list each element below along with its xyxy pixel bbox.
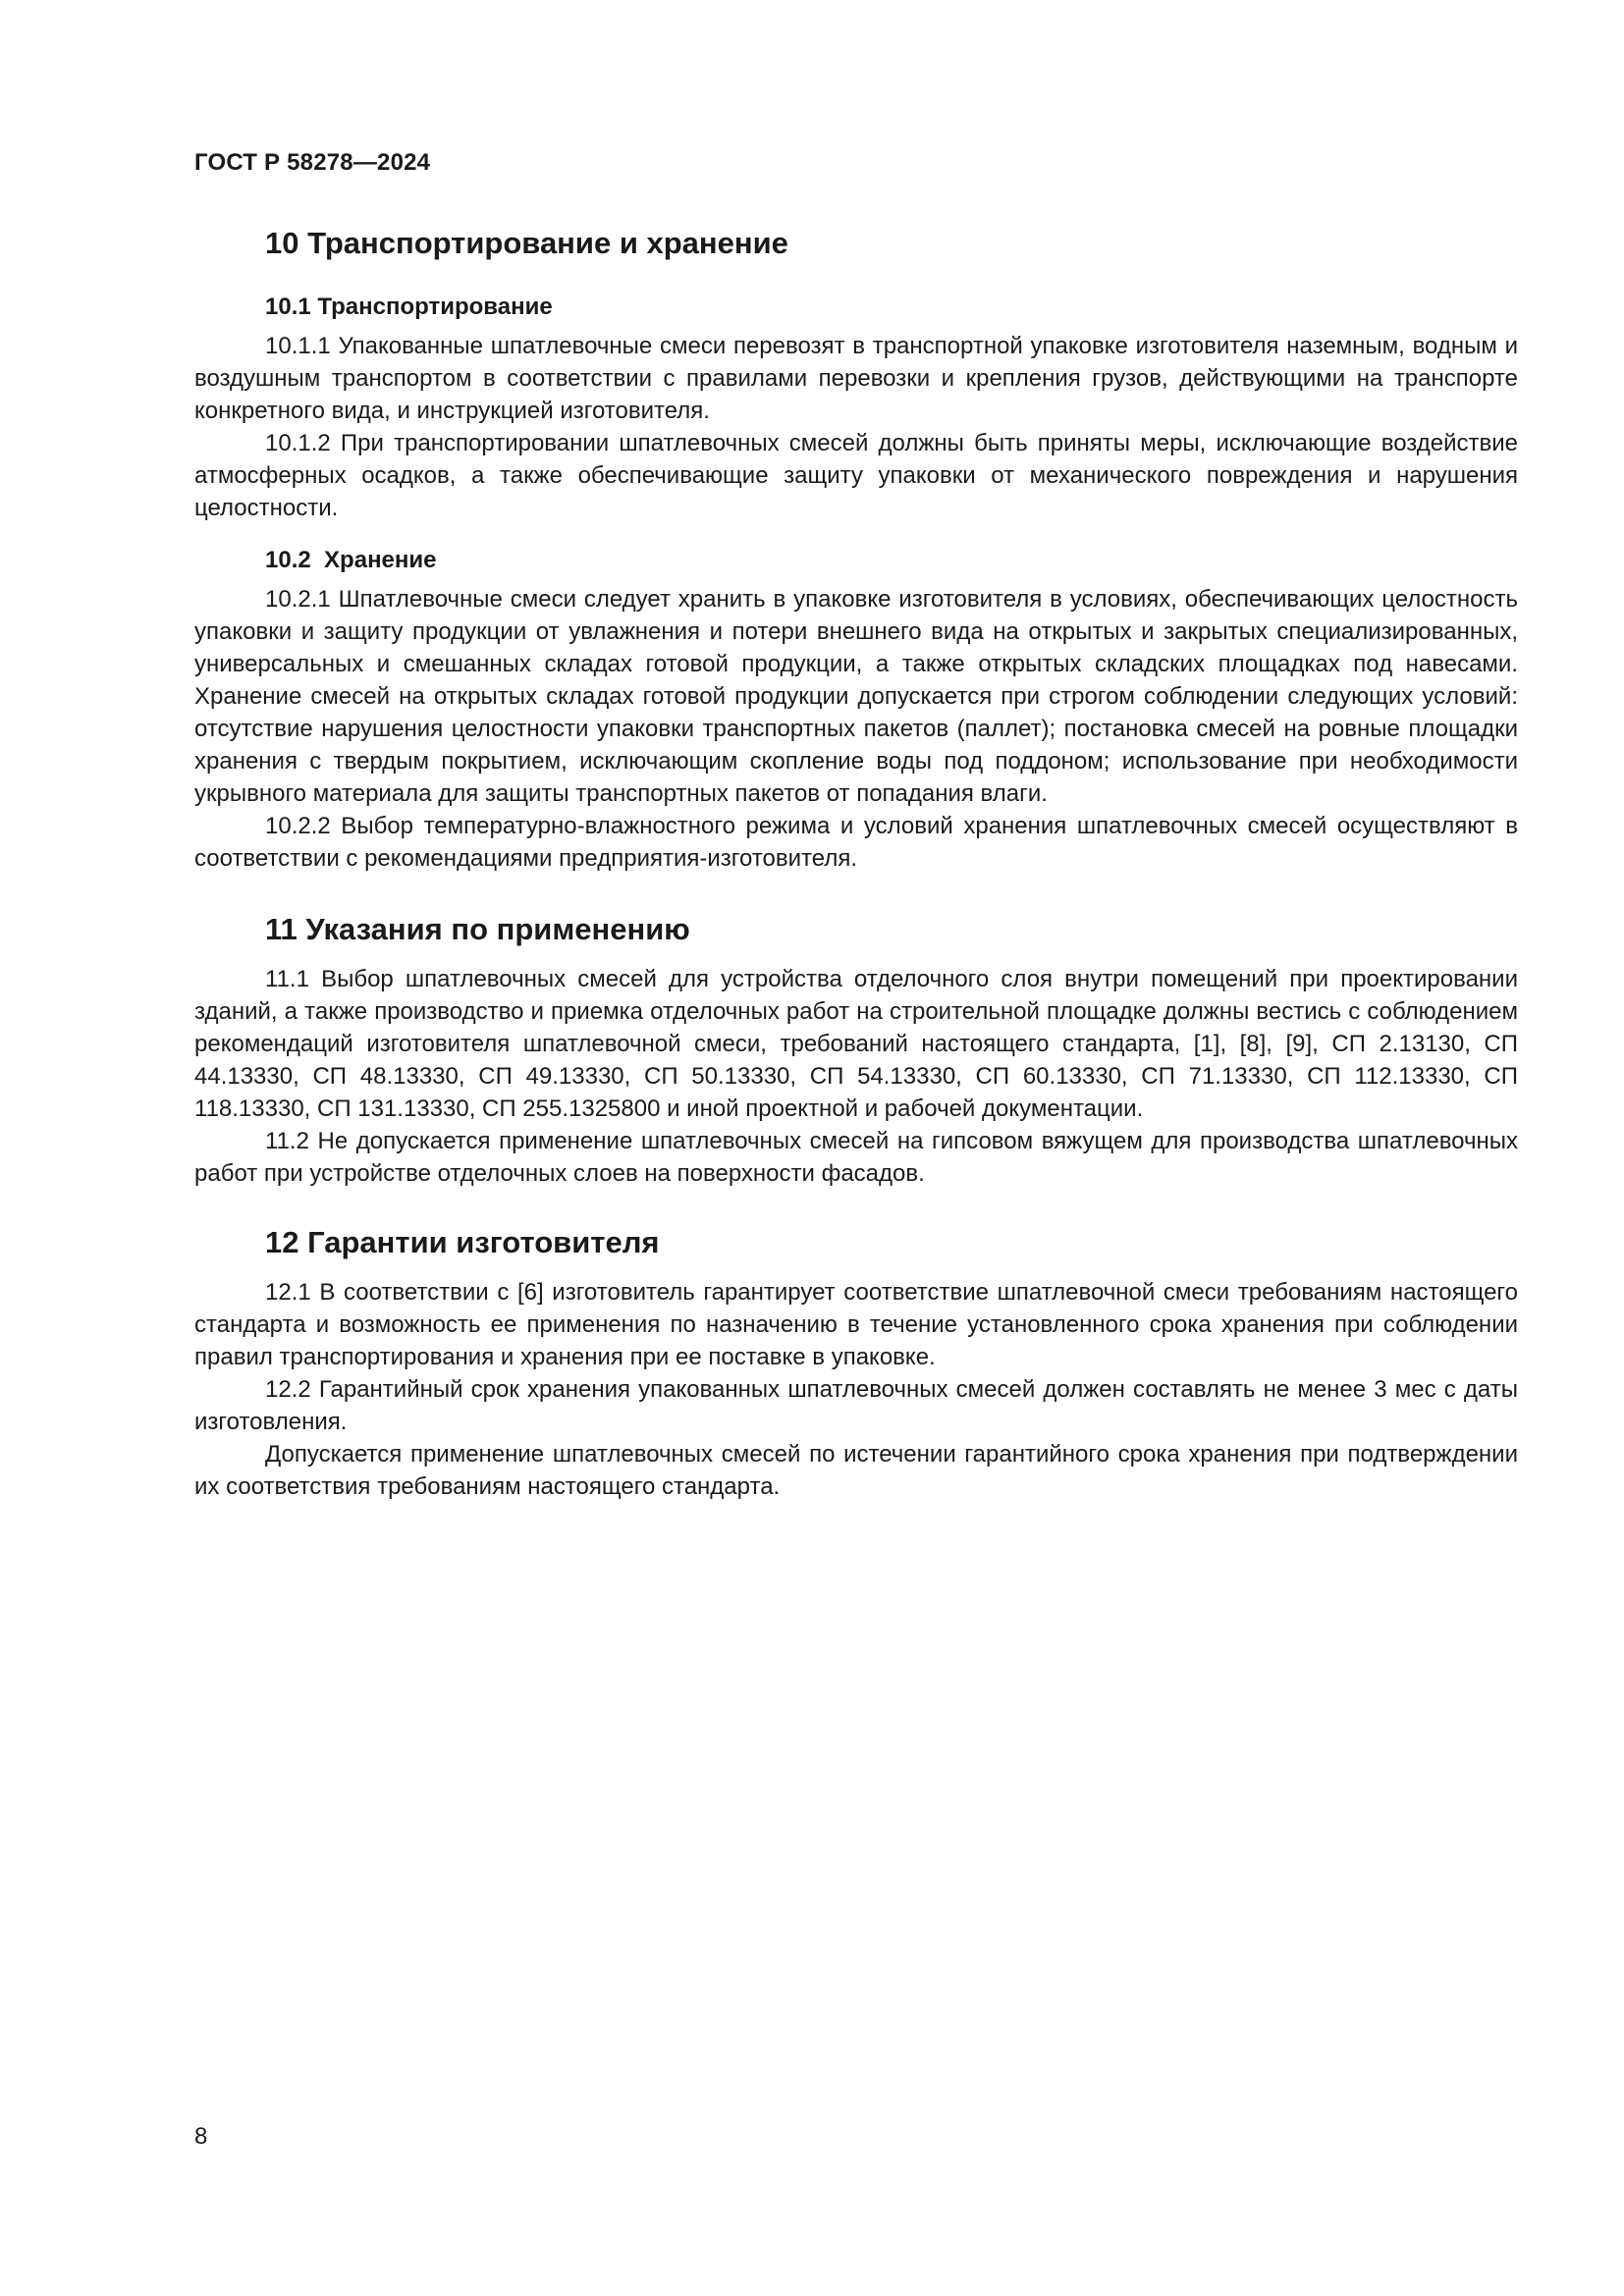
paragraph-12-1: 12.1 В соответствии с [6] изготовитель гарантирует соответствие шпатлевочной смеси требованиям настоящего стандарта и возможность ее применения по назначению в течение установленного срока хранения при соблюдении правил транспортирования и хранения при ее поставке в упаковке.: [194, 1279, 1518, 1370]
subsection-10-2-heading: 10.2 Хранение: [265, 547, 437, 573]
page-body: [194, 224, 1518, 1503]
paragraph-11-1: 11.1 Выбор шпатлевочных смесей для устройства отделочного слоя внутри помещений при проектировании зданий, а также производство и приемка отделочных работ на строительной площадке должны вестись с соблюдением рекомендаций изготовителя шпатлевочной смеси, требований настоящего стандарта, [1], [8], [9], СП 2.13130, СП 44.13330, СП 48.13330, СП 49.13330, СП 50.13330, СП 54.13330, СП 60.13330, СП 71.13330, СП 112.13330, СП 118.13330, СП 131.13330, СП 255.1325800 и иной проектной и рабочей документации.: [194, 966, 1518, 1122]
subsection-10-1-heading: 10.1 Транспортирование: [265, 294, 553, 320]
paragraph-12-2: 12.2 Гарантийный срок хранения упакованных шпатлевочных смесей должен составлять не менее 3 мес с даты изготовления.: [194, 1376, 1518, 1435]
section-12-heading: 12 Гарантии изготовителя: [265, 1225, 660, 1259]
paragraph-10-2-2: 10.2.2 Выбор температурно-влажностного режима и условий хранения шпатлевочных смесей осуществляют в соответствии с рекомендациями предприятия-изготовителя.: [194, 813, 1518, 872]
paragraph-10-2-1: 10.2.1 Шпатлевочные смеси следует хранить в упаковке изготовителя в условиях, обеспечивающих целостность упаковки и защиту продукции от увлажнения и потери внешнего вида на открытых и закрытых специализированных, универсальных и смешанных складах готовой продукции, а также открытых складских площадках под навесами. Хранение смесей на открытых складах готовой продукции допускается при строгом соблюдении следующих условий: отсутствие нарушения целостности упаковки транспортных пакетов (паллет); постановка смесей на ровные площадки хранения с твердым покрытием, исключающим скопление воды под поддоном; использование при необходимости укрывного материала для защиты транспортных пакетов от попадания влаги.: [194, 586, 1518, 807]
document-code: ГОСТ Р 58278—2024: [194, 149, 431, 176]
paragraph-11-2: 11.2 Не допускается применение шпатлевочных смесей на гипсовом вяжущем для производства шпатлевочных работ при устройстве отделочных слоев на поверхности фасадов.: [194, 1128, 1518, 1187]
section-10-heading: 10 Транспортирование и хранение: [265, 226, 788, 260]
section-11-heading: 11 Указания по применению: [265, 912, 690, 946]
paragraph-12-2-note: Допускается применение шпатлевочных смесей по истечении гарантийного срока хранения при подтверждении их соответствия требованиям настоящего стандарта.: [194, 1441, 1518, 1500]
paragraph-10-1-2: 10.1.2 При транспортировании шпатлевочных смесей должны быть приняты меры, исключающие воздействие атмосферных осадков, а также обеспечивающие защиту упаковки от механического повреждения и нарушения целостности.: [194, 430, 1518, 521]
page-number: 8: [194, 2123, 208, 2150]
paragraph-10-1-1: 10.1.1 Упакованные шпатлевочные смеси перевозят в транспортной упаковке изготовителя наземным, водным и воздушным транспортом в соответствии с правилами перевозки и крепления грузов, действующими на транспорте конкретного вида, и инструкцией изготовителя.: [194, 333, 1518, 424]
